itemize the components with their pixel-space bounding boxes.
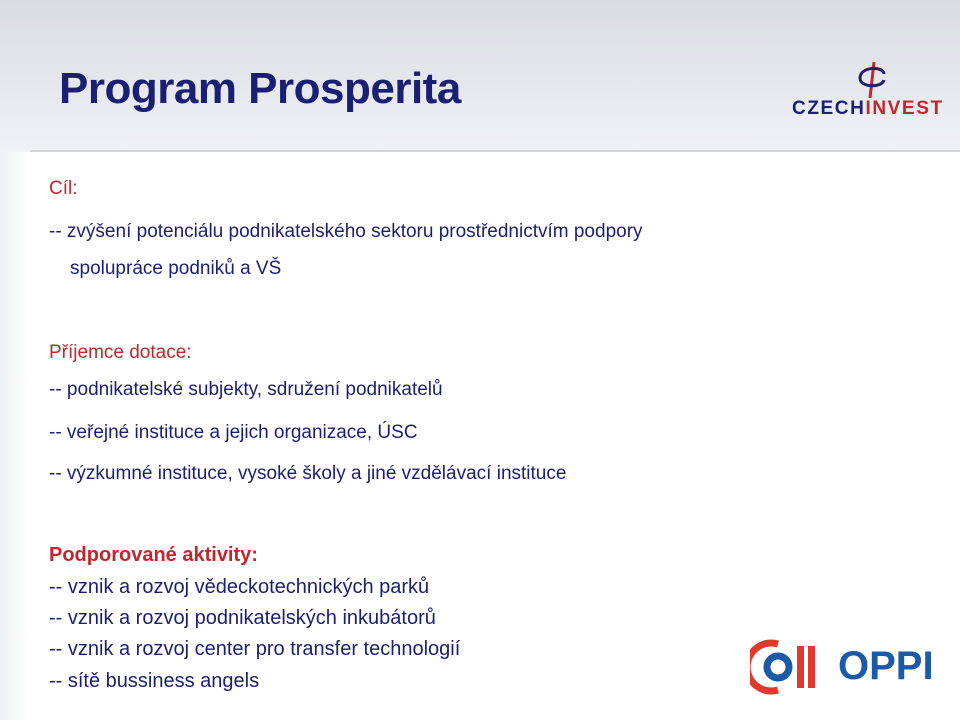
czechinvest-suffix: INVEST <box>865 98 944 119</box>
side-gradient <box>0 152 30 720</box>
slide-title: Program Prosperita <box>59 64 461 113</box>
czechinvest-mark-icon <box>854 60 890 100</box>
czechinvest-prefix: CZECH <box>792 98 866 119</box>
header-divider <box>30 150 960 152</box>
oppi-logo <box>750 636 940 696</box>
czechinvest-logo <box>792 60 944 122</box>
activities-line: -- vznik a rozvoj podnikatelských inkubátorů <box>49 607 436 629</box>
activities-heading: Podporované aktivity: <box>49 544 258 566</box>
goal-heading: Cíl: <box>49 178 78 199</box>
oppi-wordmark: OPPI <box>838 644 934 688</box>
czechinvest-wordmark <box>792 98 944 120</box>
activities-line: -- vznik a rozvoj vědeckotechnických parků <box>49 576 430 598</box>
recipients-line: -- výzkumné instituce, vysoké školy a jiné vzdělávací instituce <box>49 463 567 484</box>
activities-line: -- sítě bussiness angels <box>49 670 260 692</box>
goal-line: spolupráce podniků a VŠ <box>70 258 282 279</box>
activities-line: -- vznik a rozvoj center pro transfer technologií <box>49 638 461 660</box>
recipients-line: -- veřejné instituce a jejich organizace, ÚSC <box>49 422 418 443</box>
oppi-mark-icon <box>750 636 830 696</box>
goal-line: -- zvýšení potenciálu podnikatelského sektoru prostřednictvím podpory <box>49 221 643 242</box>
recipients-line: -- podnikatelské subjekty, sdružení podnikatelů <box>49 379 443 400</box>
recipients-heading: Příjemce dotace: <box>49 342 192 363</box>
